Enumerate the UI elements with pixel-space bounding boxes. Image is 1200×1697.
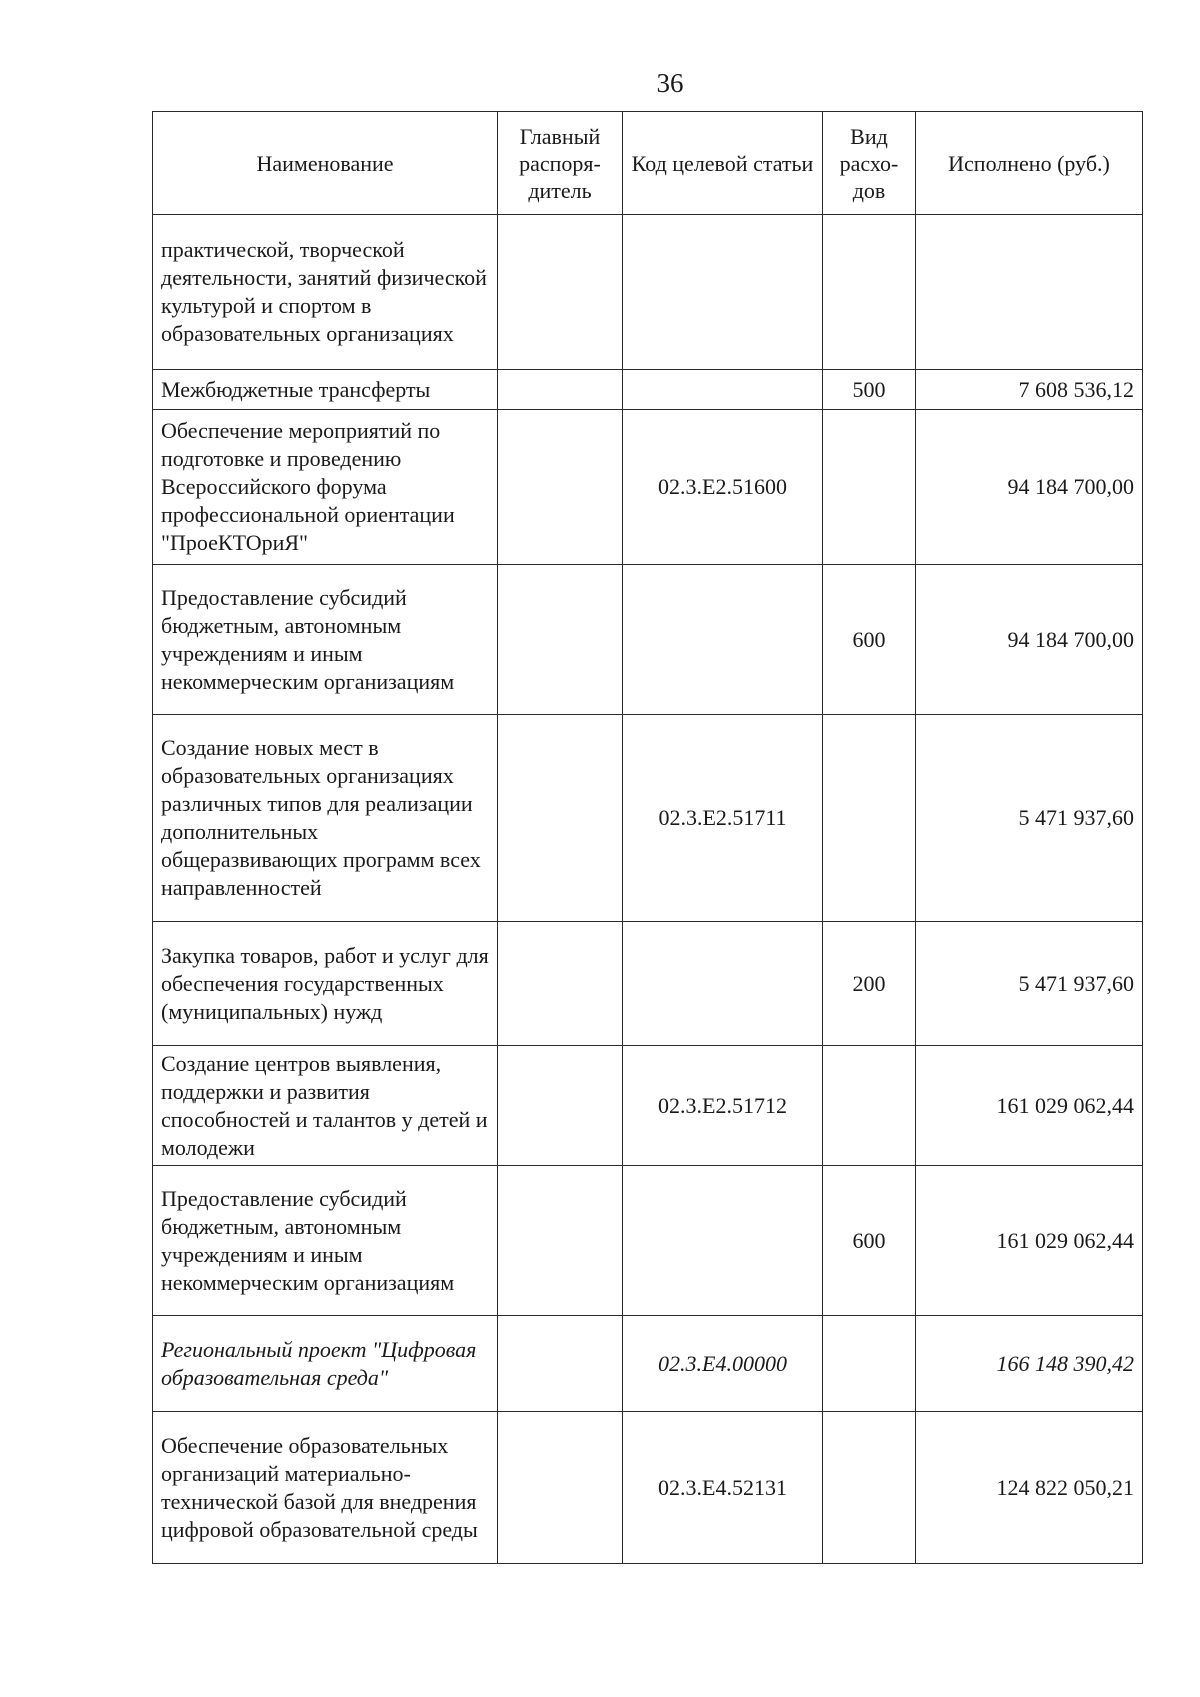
row-name: Обеспечение мероприятий по подготовке и проведению Всероссийского форума профессиональной ориентации "ПроеКТОриЯ" — [153, 410, 498, 565]
table-row — [153, 565, 1143, 715]
row-type — [823, 1316, 916, 1412]
table-header — [153, 112, 1143, 215]
row-code — [623, 370, 823, 410]
row-amount: 94 184 700,00 — [916, 565, 1143, 715]
row-manager — [498, 1316, 623, 1412]
table-row-project — [153, 1316, 1143, 1412]
row-code — [623, 922, 823, 1046]
row-manager — [498, 715, 623, 922]
header-name: Наименование — [153, 112, 498, 215]
row-name: Предоставление субсидий бюджетным, автономным учреждениям и иным некоммерческим организациям — [153, 1166, 498, 1316]
row-manager — [498, 1166, 623, 1316]
table-row — [153, 922, 1143, 1046]
row-name: Обеспечение образовательных организаций материально-технической базой для внедрения цифровой образовательной среды — [153, 1412, 498, 1564]
row-type — [823, 215, 916, 370]
row-name: Создание центров выявления, поддержки и развития способностей и талантов у детей и молодежи — [153, 1046, 498, 1166]
table-row — [153, 1412, 1143, 1564]
row-code: 02.3.Е4.00000 — [623, 1316, 823, 1412]
row-name: Предоставление субсидий бюджетным, автономным учреждениям и иным некоммерческим организациям — [153, 565, 498, 715]
row-code — [623, 215, 823, 370]
row-manager — [498, 922, 623, 1046]
row-amount: 124 822 050,21 — [916, 1412, 1143, 1564]
page-number: 36 — [656, 68, 684, 98]
row-code: 02.3.Е4.52131 — [623, 1412, 823, 1564]
row-name: Закупка товаров, работ и услуг для обеспечения государственных (муниципальных) нужд — [153, 922, 498, 1046]
header-row — [153, 112, 1143, 215]
row-code: 02.3.Е2.51712 — [623, 1046, 823, 1166]
row-type: 500 — [823, 370, 916, 410]
header-executed: Исполнено (руб.) — [916, 112, 1143, 215]
row-amount: 161 029 062,44 — [916, 1046, 1143, 1166]
row-manager — [498, 215, 623, 370]
table-row — [153, 370, 1143, 410]
row-manager — [498, 1412, 623, 1564]
row-name: практической, творческой деятельности, занятий физической культурой и спортом в образовательных организациях — [153, 215, 498, 370]
row-manager — [498, 370, 623, 410]
row-manager — [498, 565, 623, 715]
row-manager — [498, 410, 623, 565]
row-code: 02.3.Е2.51711 — [623, 715, 823, 922]
row-name: Межбюджетные трансферты — [153, 370, 498, 410]
table-row — [153, 1046, 1143, 1166]
row-type — [823, 715, 916, 922]
row-amount: 161 029 062,44 — [916, 1166, 1143, 1316]
row-type — [823, 410, 916, 565]
row-code: 02.3.Е2.51600 — [623, 410, 823, 565]
row-amount: 166 148 390,42 — [916, 1316, 1143, 1412]
row-manager — [498, 1046, 623, 1166]
row-type: 200 — [823, 922, 916, 1046]
row-type: 600 — [823, 565, 916, 715]
header-code: Код целевой статьи — [623, 112, 823, 215]
header-manager: Главный распоря-дитель — [498, 112, 623, 215]
budget-table — [152, 111, 1143, 1564]
row-amount: 5 471 937,60 — [916, 715, 1143, 922]
row-amount: 94 184 700,00 — [916, 410, 1143, 565]
table-row — [153, 1166, 1143, 1316]
row-name: Региональный проект "Цифровая образовательная среда" — [153, 1316, 498, 1412]
row-type — [823, 1046, 916, 1166]
header-type: Вид расхо-дов — [823, 112, 916, 215]
row-type: 600 — [823, 1166, 916, 1316]
table-body — [153, 215, 1143, 1564]
row-code — [623, 1166, 823, 1316]
row-type — [823, 1412, 916, 1564]
table-row — [153, 410, 1143, 565]
table-row — [153, 215, 1143, 370]
row-name: Создание новых мест в образовательных организациях различных типов для реализации дополнительных общеразвивающих программ всех направленностей — [153, 715, 498, 922]
row-amount: 5 471 937,60 — [916, 922, 1143, 1046]
row-amount: 7 608 536,12 — [916, 370, 1143, 410]
row-code — [623, 565, 823, 715]
row-amount — [916, 215, 1143, 370]
table-row — [153, 715, 1143, 922]
